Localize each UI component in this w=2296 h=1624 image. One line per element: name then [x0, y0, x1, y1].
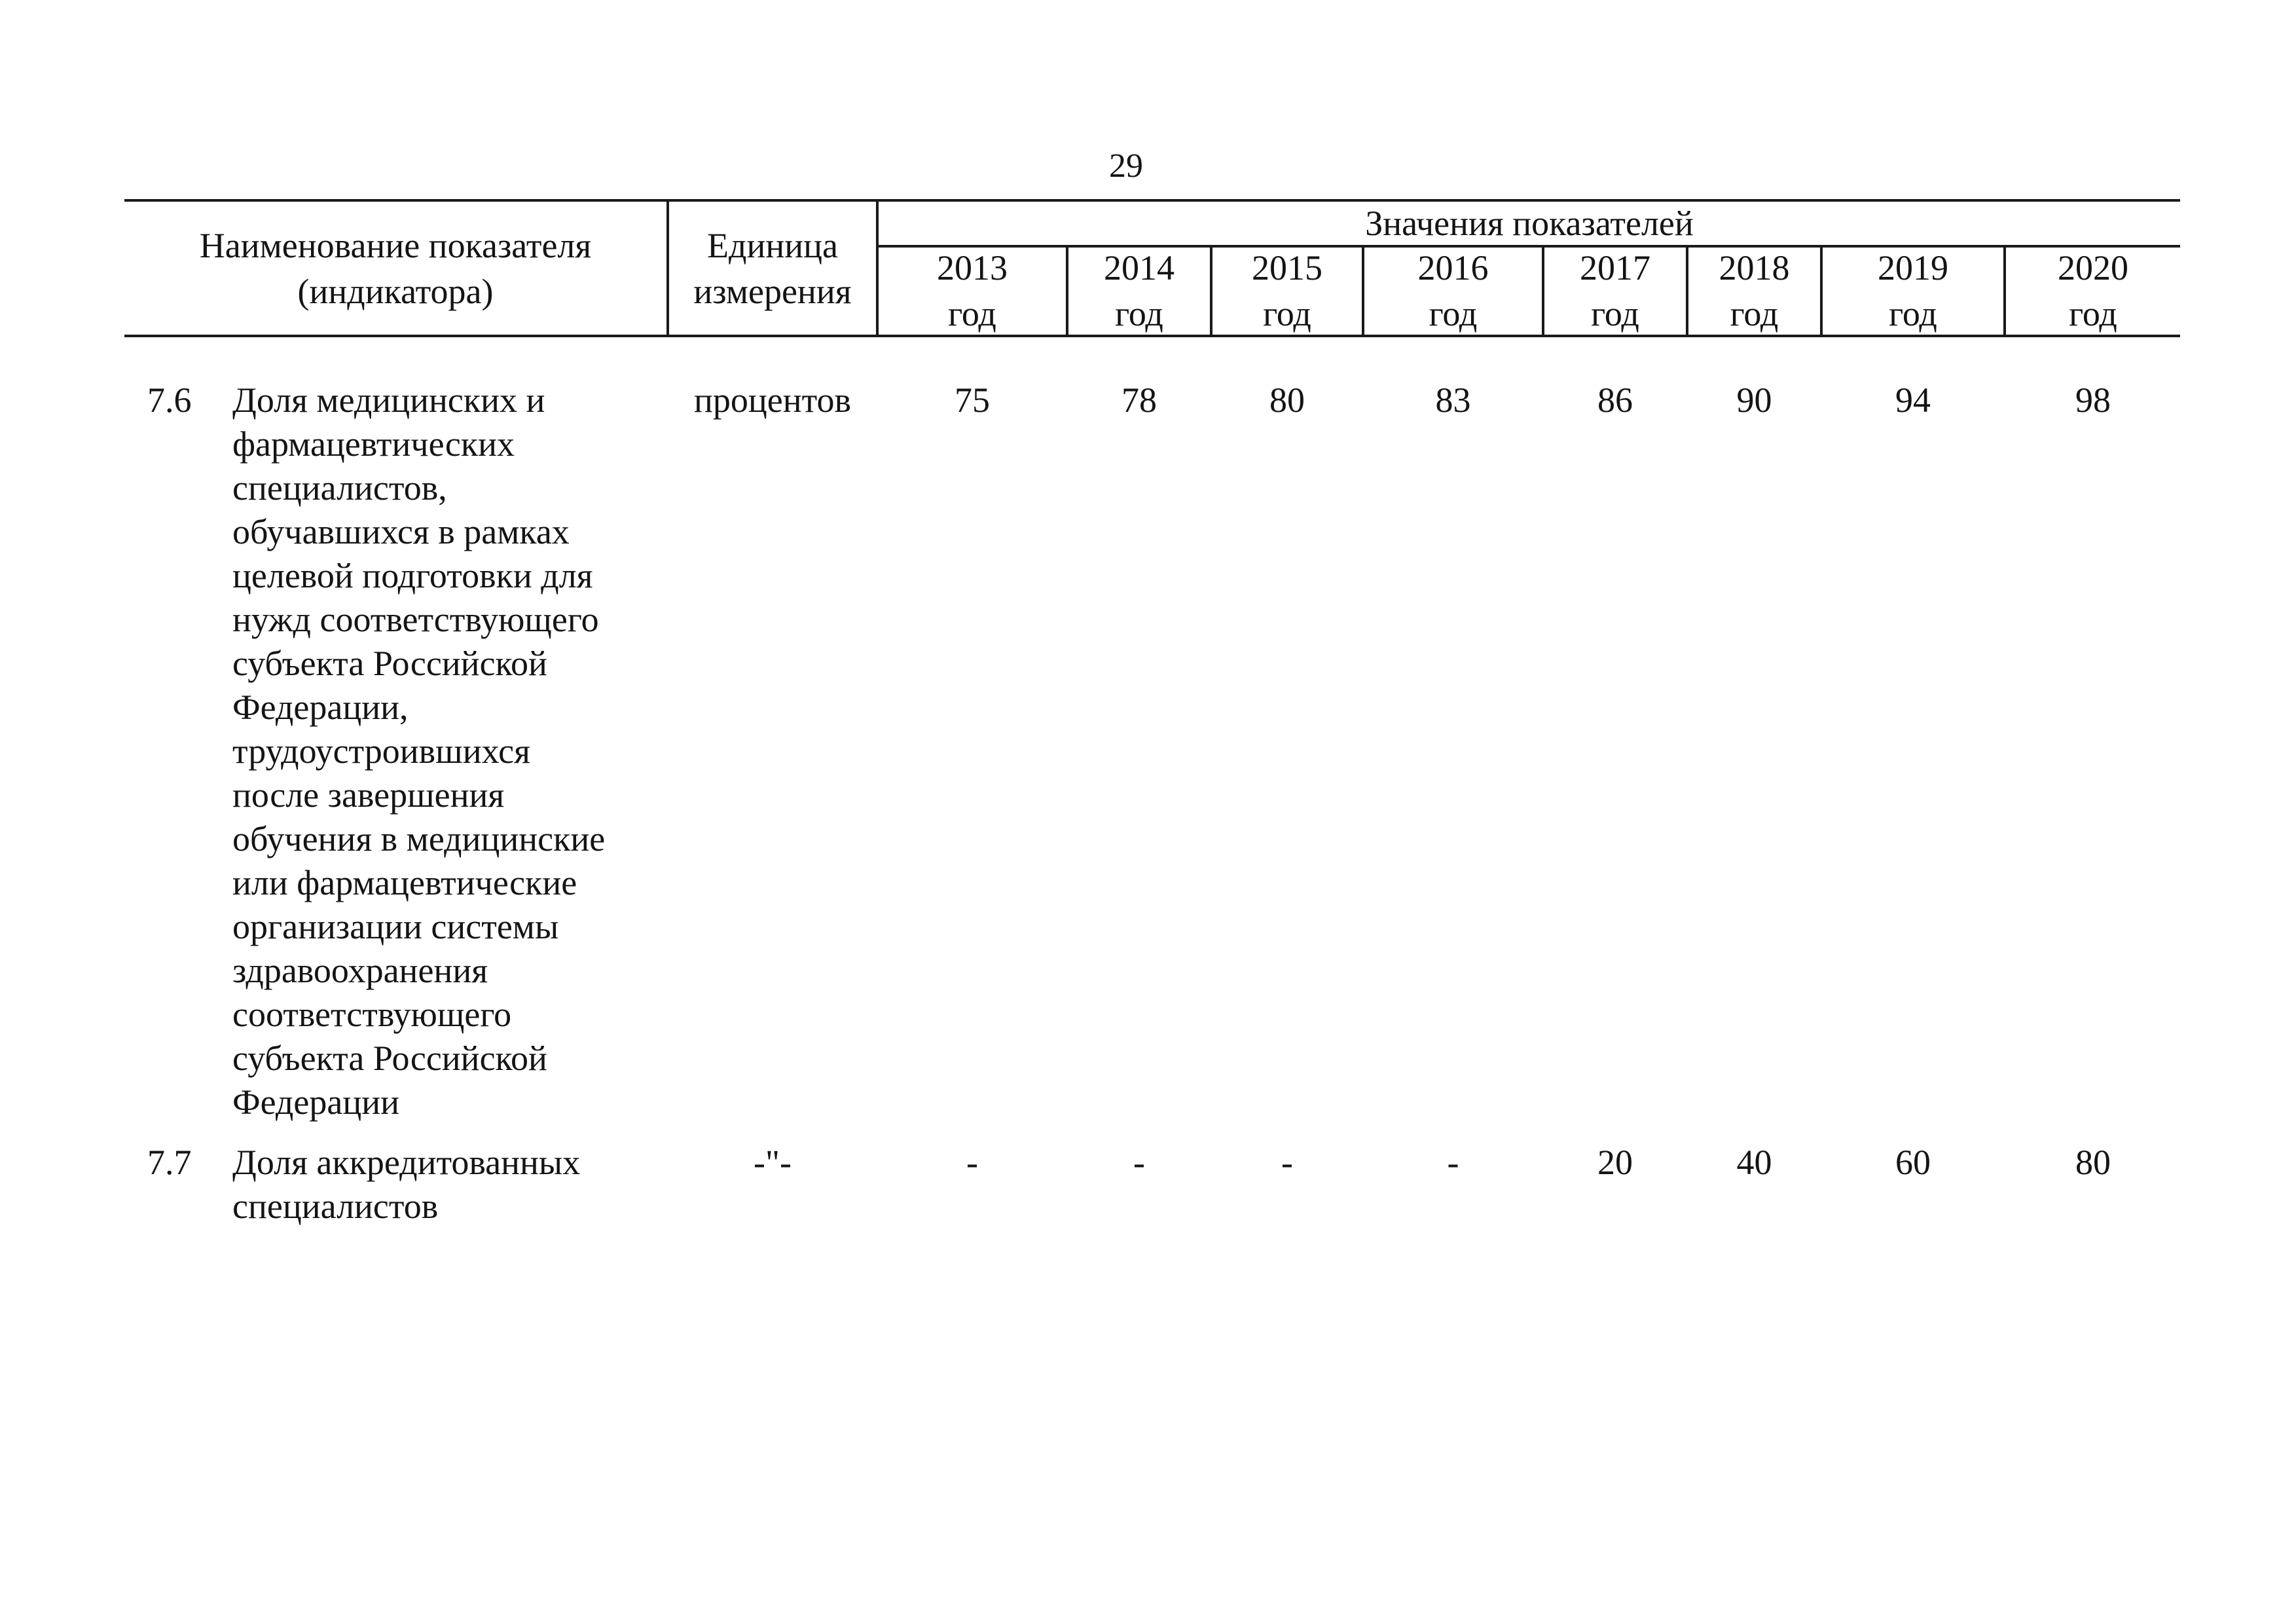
- value-2016: -: [1447, 1143, 1459, 1182]
- year-label: 2016: [1417, 248, 1489, 287]
- header-year-2015: [1212, 245, 1362, 337]
- value-2018: 40: [1736, 1143, 1772, 1182]
- year-suffix: год: [2069, 294, 2117, 333]
- header-name-line1: Наименование показателя: [199, 226, 592, 265]
- year-label: 2013: [937, 248, 1008, 287]
- year-label: 2017: [1580, 248, 1650, 287]
- value-2020: 98: [2075, 380, 2111, 420]
- header-unit-line1: Единица: [706, 226, 839, 265]
- row-number: 7.7: [147, 1143, 192, 1182]
- value-2015: 80: [1269, 380, 1305, 420]
- header-year-2017: [1544, 245, 1686, 337]
- value-2013: 75: [955, 380, 990, 420]
- value-2016: 83: [1435, 380, 1471, 420]
- value-2014: 78: [1121, 380, 1157, 420]
- header-year-2013: [879, 245, 1066, 337]
- value-2019: 94: [1895, 380, 1931, 420]
- value-2018: 90: [1736, 380, 1772, 420]
- year-suffix: год: [1889, 294, 1937, 333]
- year-suffix: год: [1115, 294, 1163, 333]
- value-2014: -: [1133, 1143, 1145, 1182]
- header-unit: [669, 223, 876, 314]
- year-suffix: год: [1429, 294, 1478, 333]
- year-label: 2019: [1878, 248, 1948, 287]
- value-2019: 60: [1895, 1143, 1931, 1182]
- year-suffix: год: [1263, 294, 1311, 333]
- header-values-title: Значения показателей: [1365, 204, 1694, 243]
- header-name: [124, 223, 666, 314]
- year-label: 2015: [1252, 248, 1322, 287]
- value-2020: 80: [2075, 1143, 2111, 1182]
- year-label: 2018: [1719, 248, 1790, 287]
- header-unit-line2: измерения: [693, 272, 852, 311]
- value-2017: 20: [1597, 1143, 1633, 1182]
- year-suffix: год: [1730, 294, 1779, 333]
- row-description: Доля аккредитованных специалистов: [232, 1143, 581, 1226]
- year-suffix: год: [948, 294, 996, 333]
- header-year-2020: [2006, 245, 2180, 337]
- page-number: 29: [1109, 147, 1143, 185]
- year-label: 2014: [1104, 248, 1175, 287]
- header-name-line2: (индикатора): [297, 272, 494, 311]
- row-unit: -"-: [753, 1143, 792, 1182]
- row-number: 7.6: [147, 380, 192, 420]
- header-year-2014: [1068, 245, 1210, 337]
- row-description: Доля медицинских и фармацевтических специалистов, обучавшихся в рамках целевой подготовки для нужд соответствующего субъекта Российской Федерации, трудоустроившихся после завершения обучения в медицинские или фармацевтические организации системы здравоохранения соответствующего субъекта Российской Федерации: [232, 380, 606, 1122]
- row-unit: процентов: [693, 380, 852, 420]
- header-year-2018: [1688, 245, 1820, 337]
- value-2017: 86: [1597, 380, 1633, 420]
- year-suffix: год: [1591, 294, 1639, 333]
- header-year-2016: [1364, 245, 1542, 337]
- value-2013: -: [966, 1143, 978, 1182]
- header-year-2019: [1823, 245, 2003, 337]
- value-2015: -: [1281, 1143, 1293, 1182]
- year-label: 2020: [2058, 248, 2128, 287]
